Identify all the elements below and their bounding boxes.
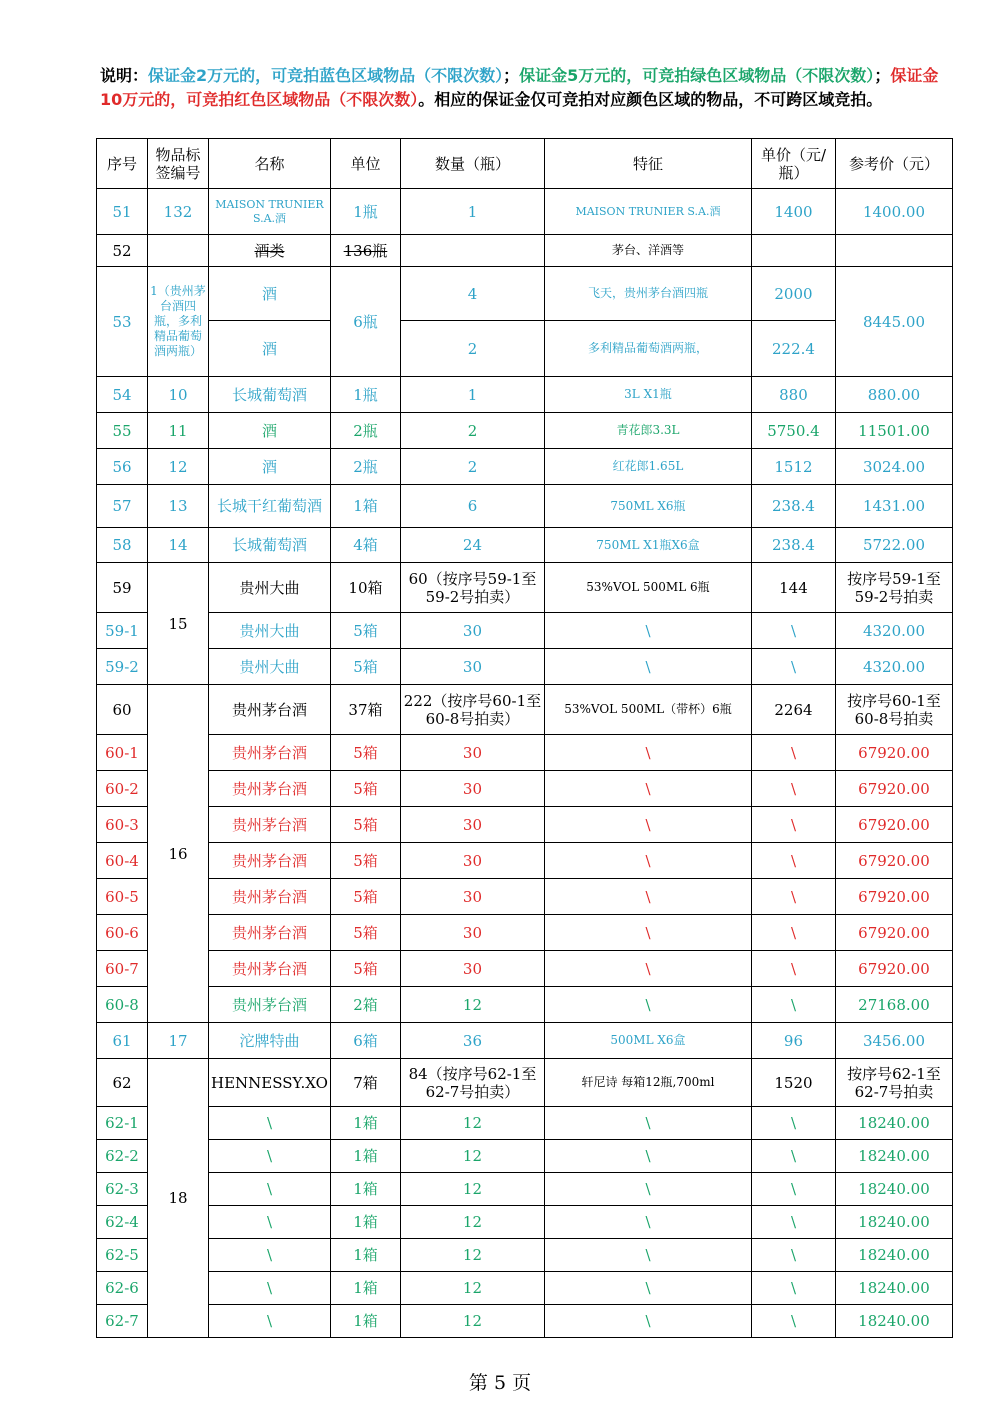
cell-qty: 30	[400, 951, 544, 987]
cell-ref: 18240.00	[835, 1173, 952, 1206]
table-row	[97, 1272, 953, 1305]
cell-unit: 37箱	[330, 685, 400, 735]
cell-feature: 茅台、洋酒等	[544, 235, 751, 267]
cell-price: 1520	[751, 1059, 835, 1107]
cell-price: 144	[751, 563, 835, 613]
table-row	[97, 951, 953, 987]
cell-ref: 按序号59-1至59-2号拍卖	[835, 563, 952, 613]
cell-seq: 54	[97, 377, 148, 413]
cell-price: \	[751, 843, 835, 879]
cell-ref: 11501.00	[835, 413, 952, 449]
table-row	[97, 321, 953, 377]
cell-name: MAISON TRUNIER S.A.酒	[209, 189, 331, 235]
cell-tag: 1（贵州茅台酒四瓶，多利精品葡萄酒两瓶）	[148, 267, 209, 377]
table-row	[97, 235, 953, 267]
cell-price: 880	[751, 377, 835, 413]
cell-name: \	[209, 1239, 331, 1272]
cell-feature: \	[544, 987, 751, 1023]
table-row	[97, 915, 953, 951]
cell-seq: 60-2	[97, 771, 148, 807]
header-tag: 物品标签编号	[148, 139, 209, 189]
cell-name: 酒	[209, 267, 331, 321]
cell-seq: 60-5	[97, 879, 148, 915]
cell-qty: 30	[400, 613, 544, 649]
cell-qty: 4	[400, 267, 544, 321]
cell-qty: 1	[400, 377, 544, 413]
cell-seq: 60-6	[97, 915, 148, 951]
cell-feature: \	[544, 915, 751, 951]
cell-tag	[148, 235, 209, 267]
header-unit: 单位	[330, 139, 400, 189]
cell-ref: 1431.00	[835, 485, 952, 528]
cell-qty: 12	[400, 1272, 544, 1305]
cell-ref: 67920.00	[835, 771, 952, 807]
cell-ref: 18240.00	[835, 1107, 952, 1140]
cell-name: 贵州茅台酒	[209, 843, 331, 879]
cell-unit: 6箱	[330, 1023, 400, 1059]
cell-ref	[835, 235, 952, 267]
cell-seq: 57	[97, 485, 148, 528]
cell-name: 酒	[209, 321, 331, 377]
cell-ref: 18240.00	[835, 1140, 952, 1173]
table-row	[97, 649, 953, 685]
table-row	[97, 807, 953, 843]
cell-name: \	[209, 1173, 331, 1206]
cell-feature: \	[544, 843, 751, 879]
cell-price: \	[751, 915, 835, 951]
cell-ref: 67920.00	[835, 915, 952, 951]
cell-name: 酒	[209, 413, 331, 449]
cell-unit: 5箱	[330, 613, 400, 649]
note-label: 说明：	[100, 66, 149, 85]
cell-price: \	[751, 649, 835, 685]
cell-qty: 36	[400, 1023, 544, 1059]
cell-qty: 30	[400, 649, 544, 685]
cell-seq: 59-2	[97, 649, 148, 685]
cell-unit: 1瓶	[330, 377, 400, 413]
cell-unit: 1箱	[330, 1206, 400, 1239]
table-row	[97, 735, 953, 771]
cell-seq: 62-6	[97, 1272, 148, 1305]
cell-unit: 1箱	[330, 1305, 400, 1338]
table-row	[97, 1107, 953, 1140]
cell-name: 贵州茅台酒	[209, 807, 331, 843]
cell-qty: 84（按序号62-1至62-7号拍卖）	[400, 1059, 544, 1107]
table-row	[97, 1023, 953, 1059]
cell-unit: 5箱	[330, 649, 400, 685]
note-green-rule: 保证金5万元的，可竞拍绿色区域物品（不限次数）	[519, 66, 875, 85]
cell-seq: 60-4	[97, 843, 148, 879]
cell-tag: 14	[148, 528, 209, 563]
cell-name: 沱牌特曲	[209, 1023, 331, 1059]
cell-ref: 18240.00	[835, 1206, 952, 1239]
cell-feature: \	[544, 879, 751, 915]
cell-name: \	[209, 1272, 331, 1305]
cell-seq: 62	[97, 1059, 148, 1107]
auction-items-table	[96, 138, 953, 1338]
table-row	[97, 1305, 953, 1338]
table-row	[97, 685, 953, 735]
cell-name: 贵州茅台酒	[209, 915, 331, 951]
cell-unit: 5箱	[330, 807, 400, 843]
cell-unit: 1箱	[330, 485, 400, 528]
cell-qty: 12	[400, 1173, 544, 1206]
header-price: 单价（元/瓶）	[751, 139, 835, 189]
cell-price	[751, 235, 835, 267]
cell-unit: 2瓶	[330, 413, 400, 449]
note-red-rule: 保证金10万元的，可竞拍红色区域物品（不限次数）	[100, 66, 939, 109]
cell-price: 2264	[751, 685, 835, 735]
cell-qty: 60（按序号59-1至59-2号拍卖）	[400, 563, 544, 613]
cell-ref: 3456.00	[835, 1023, 952, 1059]
cell-unit: 5箱	[330, 879, 400, 915]
instructions-note: 说明：保证金2万元的，可竞拍蓝色区域物品（不限次数）；保证金5万元的，可竞拍绿色区域物品（不限次数）；保证金10万元的，可竞拍红色区域物品（不限次数）。相应的保证金仅可竞拍对应颜色区域的物品，不可跨区域竞拍。	[100, 66, 939, 109]
cell-seq: 60-3	[97, 807, 148, 843]
cell-feature: \	[544, 1272, 751, 1305]
header-ref: 参考价（元）	[835, 139, 952, 189]
cell-qty: 12	[400, 987, 544, 1023]
cell-seq: 60-1	[97, 735, 148, 771]
cell-qty: 12	[400, 1305, 544, 1338]
table-row	[97, 528, 953, 563]
cell-tag: 10	[148, 377, 209, 413]
cell-tag: 15	[148, 563, 209, 685]
cell-unit: 2瓶	[330, 449, 400, 485]
cell-seq: 62-1	[97, 1107, 148, 1140]
cell-ref: 18240.00	[835, 1272, 952, 1305]
cell-tag: 132	[148, 189, 209, 235]
cell-unit: 1瓶	[330, 189, 400, 235]
cell-price: \	[751, 879, 835, 915]
cell-name: \	[209, 1206, 331, 1239]
cell-ref: 4320.00	[835, 649, 952, 685]
cell-tag: 12	[148, 449, 209, 485]
cell-qty	[400, 235, 544, 267]
cell-seq: 58	[97, 528, 148, 563]
table-row	[97, 771, 953, 807]
cell-name: HENNESSY.XO	[209, 1059, 331, 1107]
cell-price: 222.4	[751, 321, 835, 377]
cell-ref: 67920.00	[835, 951, 952, 987]
cell-ref: 按序号62-1至62-7号拍卖	[835, 1059, 952, 1107]
cell-feature: 3L X1瓶	[544, 377, 751, 413]
cell-price: \	[751, 807, 835, 843]
cell-price: 238.4	[751, 485, 835, 528]
cell-ref: 67920.00	[835, 843, 952, 879]
cell-qty: 1	[400, 189, 544, 235]
cell-feature: 53%VOL 500ML（带杯）6瓶	[544, 685, 751, 735]
cell-qty: 12	[400, 1239, 544, 1272]
cell-ref: 18240.00	[835, 1305, 952, 1338]
note-blue-rule: 保证金2万元的，可竞拍蓝色区域物品（不限次数）	[148, 66, 504, 85]
cell-price: \	[751, 1107, 835, 1140]
table-row	[97, 267, 953, 321]
cell-price: \	[751, 1239, 835, 1272]
cell-price: 96	[751, 1023, 835, 1059]
cell-seq: 60	[97, 685, 148, 735]
cell-ref: 27168.00	[835, 987, 952, 1023]
cell-tag: 11	[148, 413, 209, 449]
cell-feature: \	[544, 1239, 751, 1272]
cell-feature: \	[544, 735, 751, 771]
cell-price: \	[751, 1173, 835, 1206]
cell-tag: 13	[148, 485, 209, 528]
cell-qty: 30	[400, 843, 544, 879]
cell-unit: 1箱	[330, 1173, 400, 1206]
cell-name: 贵州茅台酒	[209, 987, 331, 1023]
cell-feature: 53%VOL 500ML 6瓶	[544, 563, 751, 613]
cell-price: 1512	[751, 449, 835, 485]
header-name: 名称	[209, 139, 331, 189]
cell-qty: 30	[400, 915, 544, 951]
cell-price: \	[751, 1305, 835, 1338]
cell-ref: 880.00	[835, 377, 952, 413]
cell-feature: 多利精品葡萄酒两瓶，	[544, 321, 751, 377]
cell-seq: 62-5	[97, 1239, 148, 1272]
cell-price: \	[751, 987, 835, 1023]
cell-feature: 750ML X6瓶	[544, 485, 751, 528]
cell-unit: 5箱	[330, 915, 400, 951]
cell-feature: 青花郎3.3L	[544, 413, 751, 449]
cell-qty: 24	[400, 528, 544, 563]
table-row	[97, 1206, 953, 1239]
table-row	[97, 987, 953, 1023]
cell-seq: 59	[97, 563, 148, 613]
cell-seq: 62-3	[97, 1173, 148, 1206]
cell-seq: 53	[97, 267, 148, 377]
note-general-rule: 相应的保证金仅可竞拍对应颜色区域的物品，不可跨区域竞拍。	[434, 90, 883, 109]
cell-price: \	[751, 1272, 835, 1305]
cell-unit: 6瓶	[330, 267, 400, 377]
cell-feature: \	[544, 1173, 751, 1206]
cell-unit: 4箱	[330, 528, 400, 563]
table-row	[97, 485, 953, 528]
cell-unit: 5箱	[330, 843, 400, 879]
cell-seq: 56	[97, 449, 148, 485]
cell-price: \	[751, 613, 835, 649]
cell-price: \	[751, 951, 835, 987]
cell-ref: 1400.00	[835, 189, 952, 235]
cell-name: 长城葡萄酒	[209, 377, 331, 413]
cell-ref: 4320.00	[835, 613, 952, 649]
cell-price: \	[751, 735, 835, 771]
table-row	[97, 563, 953, 613]
table-header-row	[97, 139, 953, 189]
cell-unit: 136瓶	[330, 235, 400, 267]
table-row	[97, 1239, 953, 1272]
cell-name: 贵州大曲	[209, 649, 331, 685]
cell-tag: 16	[148, 685, 209, 1023]
table-row	[97, 189, 953, 235]
cell-feature: \	[544, 1107, 751, 1140]
cell-feature: MAISON TRUNIER S.A.酒	[544, 189, 751, 235]
cell-unit: 1箱	[330, 1107, 400, 1140]
table-row	[97, 449, 953, 485]
cell-name: 贵州大曲	[209, 563, 331, 613]
cell-ref: 67920.00	[835, 735, 952, 771]
cell-unit: 10箱	[330, 563, 400, 613]
cell-name: 贵州茅台酒	[209, 879, 331, 915]
cell-qty: 30	[400, 771, 544, 807]
cell-name: 贵州茅台酒	[209, 735, 331, 771]
cell-price: 1400	[751, 189, 835, 235]
cell-feature: \	[544, 1305, 751, 1338]
cell-qty: 222（按序号60-1至60-8号拍卖）	[400, 685, 544, 735]
cell-feature: \	[544, 1140, 751, 1173]
cell-price: 2000	[751, 267, 835, 321]
cell-seq: 61	[97, 1023, 148, 1059]
cell-seq: 62-2	[97, 1140, 148, 1173]
cell-name: 酒	[209, 449, 331, 485]
cell-name: \	[209, 1107, 331, 1140]
cell-ref: 67920.00	[835, 879, 952, 915]
table-row	[97, 377, 953, 413]
cell-price: \	[751, 1206, 835, 1239]
cell-ref: 8445.00	[835, 267, 952, 377]
cell-name: \	[209, 1305, 331, 1338]
cell-unit: 5箱	[330, 951, 400, 987]
cell-unit: 2箱	[330, 987, 400, 1023]
cell-name: \	[209, 1140, 331, 1173]
cell-seq: 59-1	[97, 613, 148, 649]
cell-ref: 3024.00	[835, 449, 952, 485]
cell-ref: 18240.00	[835, 1239, 952, 1272]
cell-tag: 17	[148, 1023, 209, 1059]
page-number: 第 5 页	[468, 1372, 532, 1394]
header-feature: 特征	[544, 139, 751, 189]
cell-name: 贵州大曲	[209, 613, 331, 649]
cell-seq: 62-7	[97, 1305, 148, 1338]
table-row	[97, 843, 953, 879]
cell-name: 长城葡萄酒	[209, 528, 331, 563]
table-row	[97, 879, 953, 915]
table-row	[97, 1059, 953, 1107]
cell-unit: 5箱	[330, 771, 400, 807]
cell-unit: 1箱	[330, 1140, 400, 1173]
cell-feature: \	[544, 649, 751, 685]
cell-feature: \	[544, 771, 751, 807]
cell-name: 贵州茅台酒	[209, 771, 331, 807]
cell-price: \	[751, 771, 835, 807]
cell-seq: 52	[97, 235, 148, 267]
cell-qty: 30	[400, 879, 544, 915]
cell-feature: 轩尼诗 每箱12瓶,700ml	[544, 1059, 751, 1107]
cell-tag: 18	[148, 1059, 209, 1338]
cell-qty: 2	[400, 321, 544, 377]
header-qty: 数量（瓶）	[400, 139, 544, 189]
cell-feature: 500ML X6盒	[544, 1023, 751, 1059]
cell-qty: 6	[400, 485, 544, 528]
cell-feature: 红花郎1.65L	[544, 449, 751, 485]
cell-qty: 2	[400, 413, 544, 449]
cell-ref: 67920.00	[835, 807, 952, 843]
cell-seq: 60-8	[97, 987, 148, 1023]
cell-price: \	[751, 1140, 835, 1173]
cell-feature: 750ML X1瓶X6盒	[544, 528, 751, 563]
cell-price: 238.4	[751, 528, 835, 563]
cell-name: 贵州茅台酒	[209, 685, 331, 735]
table-row	[97, 613, 953, 649]
cell-qty: 12	[400, 1107, 544, 1140]
table-row	[97, 1173, 953, 1206]
cell-feature: \	[544, 1206, 751, 1239]
cell-name: 贵州茅台酒	[209, 951, 331, 987]
cell-feature: \	[544, 807, 751, 843]
cell-seq: 51	[97, 189, 148, 235]
table-row	[97, 413, 953, 449]
cell-seq: 55	[97, 413, 148, 449]
cell-unit: 1箱	[330, 1239, 400, 1272]
cell-seq: 62-4	[97, 1206, 148, 1239]
cell-name: 酒类	[209, 235, 331, 267]
cell-unit: 5箱	[330, 735, 400, 771]
cell-seq: 60-7	[97, 951, 148, 987]
cell-unit: 7箱	[330, 1059, 400, 1107]
cell-unit: 1箱	[330, 1272, 400, 1305]
cell-feature: 飞天，贵州茅台酒四瓶	[544, 267, 751, 321]
table-row	[97, 1140, 953, 1173]
cell-price: 5750.4	[751, 413, 835, 449]
cell-qty: 12	[400, 1206, 544, 1239]
cell-feature: \	[544, 951, 751, 987]
cell-feature: \	[544, 613, 751, 649]
cell-qty: 30	[400, 807, 544, 843]
header-seq: 序号	[97, 139, 148, 189]
cell-name: 长城干红葡萄酒	[209, 485, 331, 528]
cell-ref: 按序号60-1至60-8号拍卖	[835, 685, 952, 735]
cell-qty: 2	[400, 449, 544, 485]
cell-qty: 12	[400, 1140, 544, 1173]
cell-qty: 30	[400, 735, 544, 771]
cell-ref: 5722.00	[835, 528, 952, 563]
